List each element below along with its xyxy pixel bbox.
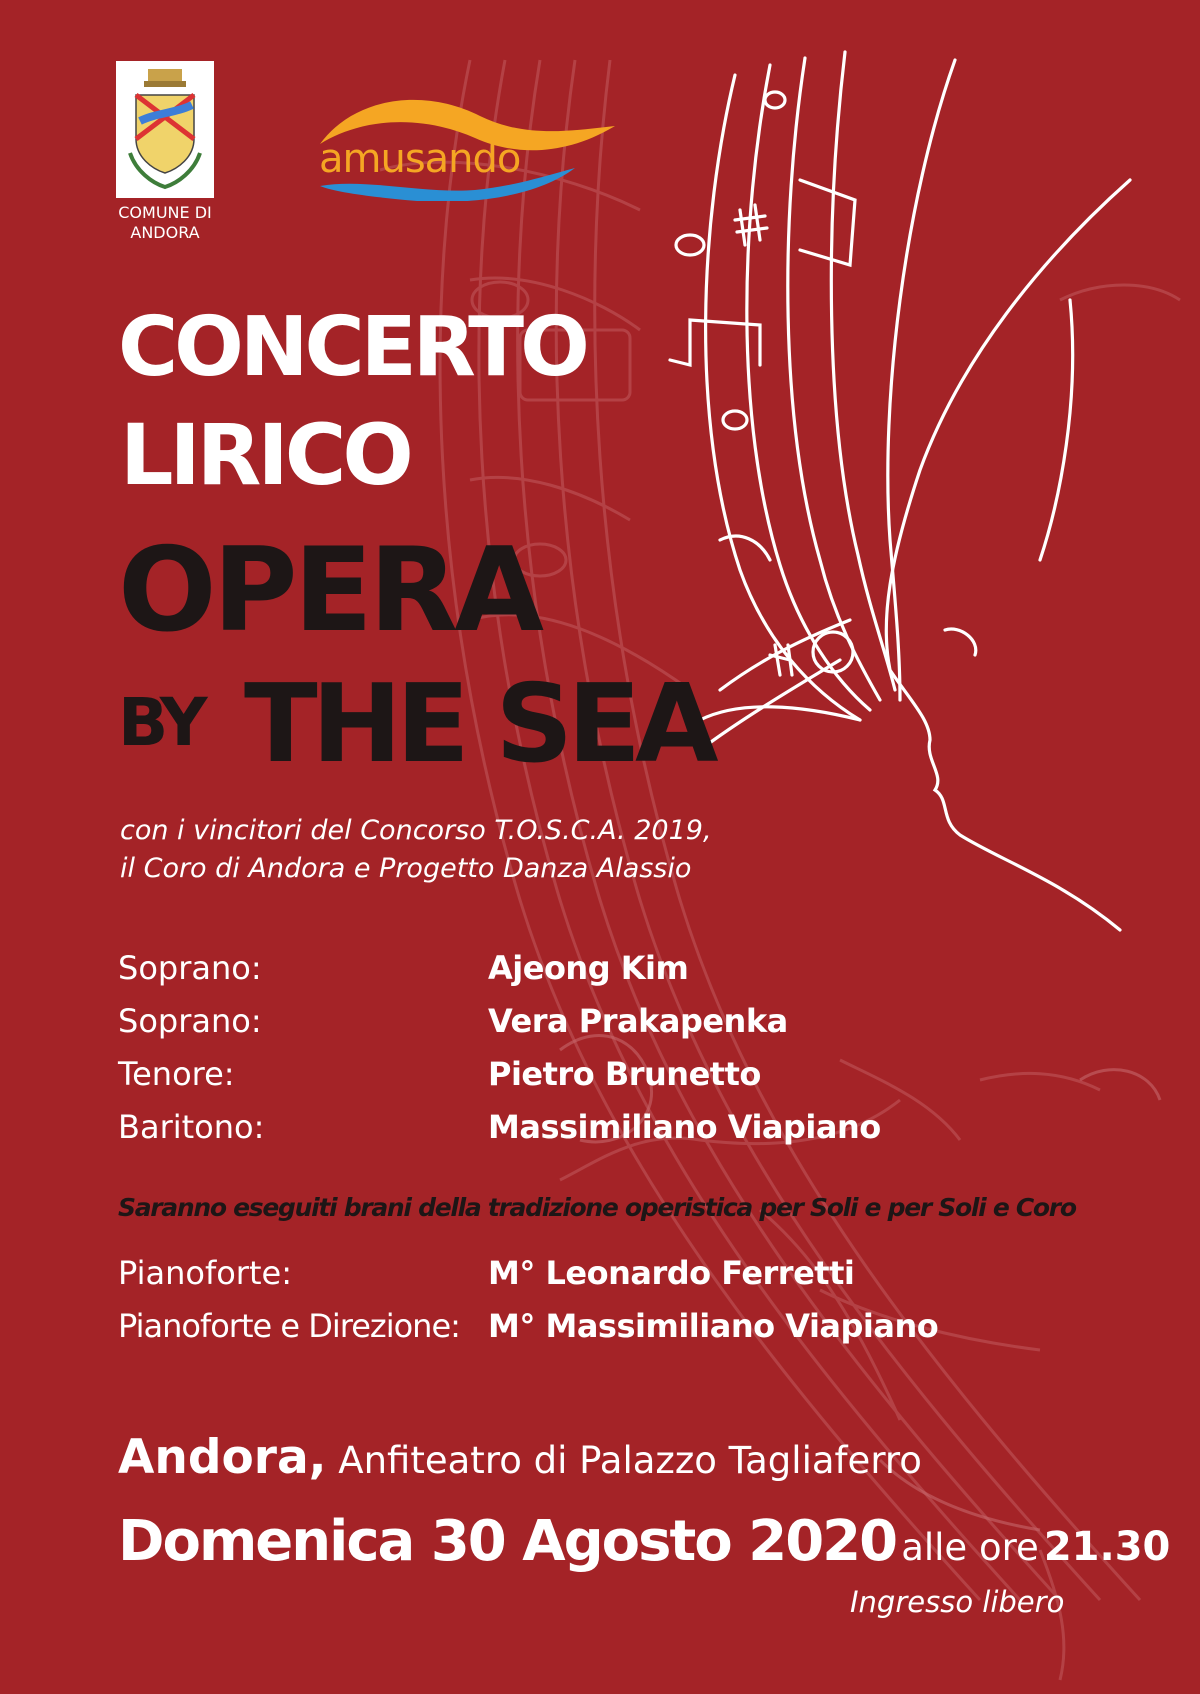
comune-caption	[100, 203, 230, 243]
musician-name: M° Massimiliano Viapiano	[488, 1307, 939, 1345]
performer-role: Tenore:	[118, 1055, 235, 1093]
performer-name: Pietro Brunetto	[488, 1055, 761, 1093]
musician-role: Pianoforte e Direzione:	[118, 1307, 460, 1345]
event-town: Andora,	[118, 1430, 327, 1485]
title-concerto: CONCERTO	[118, 300, 586, 395]
event-venue: Anfiteatro di Palazzo Tagliaferro	[338, 1439, 922, 1482]
event-date: Domenica 30 Agosto 2020	[118, 1509, 897, 1574]
event-date-line	[118, 1509, 1170, 1574]
title-by: BY	[118, 684, 203, 761]
event-time: 21.30	[1043, 1524, 1171, 1570]
musician-role: Pianoforte:	[118, 1254, 292, 1292]
comune-caption-line1: COMUNE DI	[118, 203, 212, 222]
amusando-logo	[315, 86, 625, 201]
subtitle-line1: con i vincitori del Concorso T.O.S.C.A. 2019,	[120, 815, 712, 846]
title-the-sea: THE SEA	[244, 662, 713, 787]
musician-name: M° Leonardo Ferretti	[488, 1254, 855, 1292]
comune-crest	[116, 61, 214, 198]
title-lirico: LIRICO	[120, 406, 410, 504]
performer-name: Ajeong Kim	[488, 949, 689, 987]
event-place	[118, 1430, 922, 1486]
performer-role: Soprano:	[118, 1002, 262, 1040]
comune-caption-line2: ANDORA	[130, 223, 200, 242]
admission-note: Ingresso libero	[850, 1585, 1065, 1619]
subtitle-line2: il Coro di Andora e Progetto Danza Alassio	[120, 853, 692, 884]
performer-name: Massimiliano Viapiano	[488, 1108, 881, 1146]
title-opera: OPERA	[118, 523, 540, 658]
event-time-prefix: alle ore	[901, 1526, 1039, 1569]
subtitle	[120, 812, 712, 888]
crest-shield-icon	[116, 61, 214, 198]
performer-name: Vera Prakapenka	[488, 1002, 788, 1040]
program-note: Saranno eseguiti brani della tradizione operistica per Soli e per Soli e Coro	[118, 1193, 1076, 1222]
white-music-staff	[670, 52, 1130, 930]
performer-role: Baritono:	[118, 1108, 265, 1146]
amusando-logo-text: amusando	[319, 136, 521, 182]
performer-role: Soprano:	[118, 949, 262, 987]
